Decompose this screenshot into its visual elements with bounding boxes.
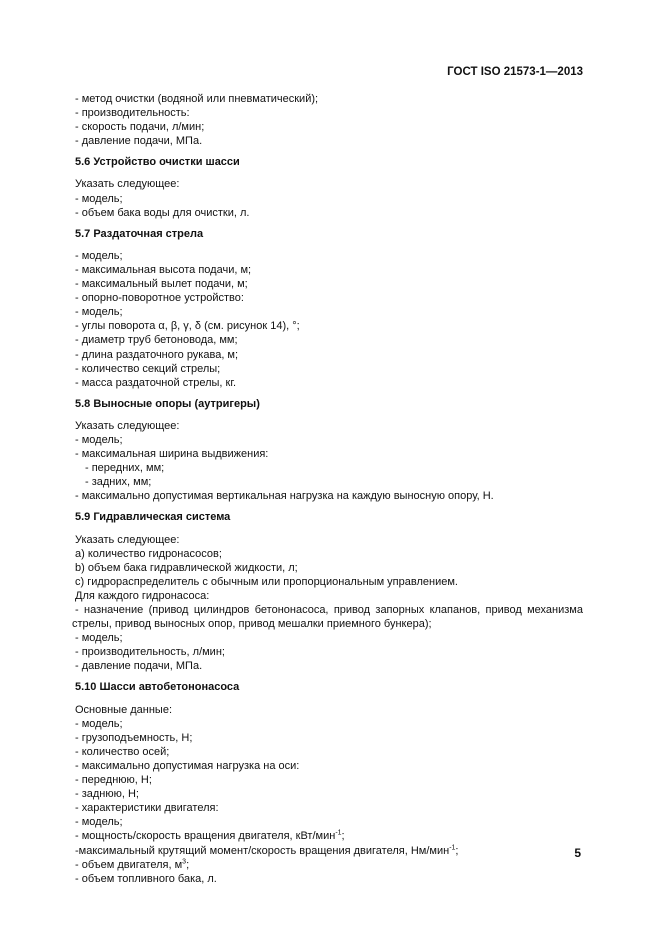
section-5-7 bbox=[75, 227, 583, 390]
list-item: - максимально допустимая вертикальная нагрузка на каждую выносную опору, Н. bbox=[75, 490, 494, 503]
list-item-torque bbox=[75, 844, 583, 858]
page-number: 5 bbox=[574, 846, 581, 860]
list-item: c) гидрораспределитель с обычным или пропорциональным управлением. bbox=[75, 575, 458, 588]
list-item: Указать следующее: bbox=[75, 419, 180, 432]
list-item: - производительность, л/мин; bbox=[75, 646, 225, 659]
list-item: - переднюю, Н; bbox=[75, 774, 152, 787]
section-5-8 bbox=[75, 397, 583, 504]
list-item: Указать следующее: bbox=[75, 533, 180, 546]
volume-text: - объем двигателя, м bbox=[75, 858, 183, 871]
list-item: - метод очистки (водяной или пневматический); bbox=[75, 93, 319, 105]
list-item-purpose: - назначение (привод цилиндров бетононасоса, привод запорных клапанов, привод механизма bbox=[75, 604, 583, 616]
list-item: - производительность: bbox=[75, 107, 190, 120]
list-item: - опорно-поворотное устройство: bbox=[75, 292, 244, 305]
list-item: - характеристики двигателя: bbox=[75, 802, 219, 815]
list-item: - модель; bbox=[75, 717, 123, 730]
list-item: - диаметр труб бетоновода, мм; bbox=[75, 334, 238, 347]
document-header: ГОСТ ISO 21573-1—2013 bbox=[447, 66, 583, 78]
list-item: - объем бака воды для очистки, л. bbox=[75, 206, 250, 219]
list-item: - максимальный вылет подачи, м; bbox=[75, 278, 248, 291]
list-item: - давление подачи, МПа. bbox=[75, 660, 203, 673]
section-5-6 bbox=[75, 155, 583, 219]
list-item-volume bbox=[75, 858, 583, 872]
list-item: b) объем бака гидравлической жидкости, л; bbox=[75, 561, 298, 574]
list-item: - модель; bbox=[75, 433, 123, 446]
list-item: - модель; bbox=[75, 249, 123, 262]
list-item: - масса раздаточной стрелы, кг. bbox=[75, 376, 237, 389]
list-item: a) количество гидронасосов; bbox=[75, 547, 222, 560]
list-item: - количество осей; bbox=[75, 745, 170, 758]
volume-superscript: 3 bbox=[182, 857, 187, 865]
list-item: - модель; bbox=[75, 192, 123, 205]
list-item-power bbox=[75, 829, 583, 843]
list-item: - максимальная высота подачи, м; bbox=[75, 263, 252, 276]
intro-list bbox=[75, 92, 583, 148]
section-heading: 5.7 Раздаточная стрела bbox=[75, 227, 204, 240]
list-item: - давление подачи, МПа. bbox=[75, 135, 203, 148]
section-heading: 5.6 Устройство очистки шасси bbox=[75, 156, 240, 169]
list-item: - модель; bbox=[75, 816, 123, 829]
torque-superscript: -1 bbox=[449, 843, 456, 851]
list-item: - модель; bbox=[75, 306, 123, 319]
list-item: - объем топливного бака, л. bbox=[75, 872, 217, 885]
sub-list-item: - задних, мм; bbox=[85, 476, 152, 489]
list-item: - углы поворота α, β, γ, δ (см. рисунок 14), °; bbox=[75, 320, 300, 333]
section-heading: 5.10 Шасси автобетононасоса bbox=[75, 681, 240, 694]
list-item: Для каждого гидронасоса: bbox=[75, 589, 210, 602]
list-item-purpose-continued: стрелы, привод выносных опор, привод мешалки приемного бункера); bbox=[72, 618, 432, 631]
list-item: - заднюю, Н; bbox=[75, 788, 139, 801]
power-text: - мощность/скорость вращения двигателя, кВт/мин bbox=[75, 830, 336, 843]
volume-end: ; bbox=[186, 858, 190, 871]
list-item: - скорость подачи, л/мин; bbox=[75, 121, 205, 134]
torque-text: -максимальный крутящий момент/скорость вращения двигателя, Нм/мин bbox=[75, 844, 450, 857]
list-item: - максимально допустимая нагрузка на оси: bbox=[75, 759, 300, 772]
section-5-10 bbox=[75, 680, 583, 885]
section-heading: 5.8 Выносные опоры (аутригеры) bbox=[75, 397, 260, 410]
list-item: Основные данные: bbox=[75, 703, 173, 716]
power-end: ; bbox=[341, 830, 345, 843]
sub-list-item: - передних, мм; bbox=[85, 462, 165, 475]
torque-end: ; bbox=[455, 844, 459, 857]
section-5-9 bbox=[72, 510, 583, 673]
list-item: - длина раздаточного рукава, м; bbox=[75, 348, 239, 361]
list-item: Указать следующее: bbox=[75, 178, 180, 191]
document-body bbox=[72, 92, 583, 886]
list-item: - максимальная ширина выдвижения: bbox=[75, 448, 269, 461]
list-item: - количество секций стрелы; bbox=[75, 362, 221, 375]
list-item: - грузоподъемность, Н; bbox=[75, 731, 193, 744]
list-item: - модель; bbox=[75, 632, 123, 645]
section-heading: 5.9 Гидравлическая система bbox=[75, 511, 231, 524]
power-superscript: -1 bbox=[335, 829, 342, 837]
